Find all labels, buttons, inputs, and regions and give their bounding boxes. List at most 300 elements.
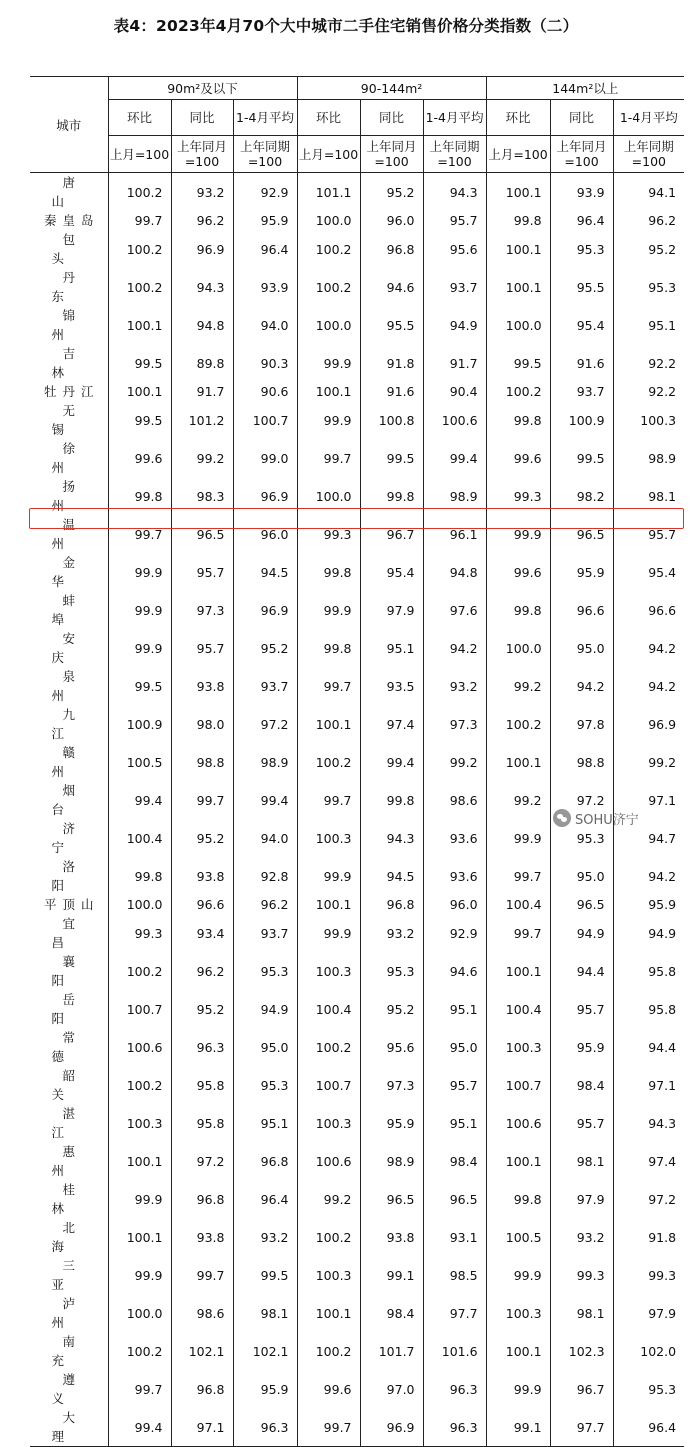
index-value: 91.6 (360, 382, 423, 401)
index-value: 96.3 (423, 1408, 486, 1447)
index-value: 100.2 (297, 743, 360, 781)
city-name: 温州 (51, 517, 97, 552)
table-row (30, 401, 684, 439)
header-row-bases (30, 136, 684, 173)
index-value: 98.9 (423, 477, 486, 515)
index-value: 100.1 (486, 1142, 550, 1180)
index-value: 100.0 (486, 306, 550, 344)
index-value: 95.8 (171, 1066, 233, 1104)
index-value: 96.7 (360, 515, 423, 553)
city-name: 牡丹江 (43, 384, 100, 400)
index-value: 94.2 (613, 857, 684, 895)
index-value: 99.9 (108, 591, 171, 629)
index-value: 96.9 (171, 230, 233, 268)
index-value: 99.7 (297, 667, 360, 705)
index-value: 95.7 (550, 990, 613, 1028)
index-value: 98.1 (550, 1142, 613, 1180)
metric-header: 环比 (108, 100, 171, 136)
city-name: 秦皇岛 (43, 213, 100, 229)
base-header: 上年同月=100 (171, 136, 233, 173)
index-value: 99.8 (297, 629, 360, 667)
index-value: 94.3 (423, 173, 486, 212)
city-name: 赣州 (51, 745, 97, 780)
index-value: 100.0 (297, 211, 360, 230)
index-value: 94.5 (360, 857, 423, 895)
city-name: 烟台 (51, 783, 97, 818)
index-value: 96.9 (233, 477, 297, 515)
index-value: 99.9 (486, 1256, 550, 1294)
metric-header: 1-4月平均 (613, 100, 684, 136)
base-header: 上月=100 (108, 136, 171, 173)
index-value: 94.3 (613, 1104, 684, 1142)
wechat-icon (553, 809, 571, 827)
index-value: 100.0 (486, 629, 550, 667)
index-value: 95.7 (550, 1104, 613, 1142)
index-value: 99.8 (297, 553, 360, 591)
index-value: 95.2 (171, 819, 233, 857)
index-value: 99.9 (486, 1370, 550, 1408)
index-value: 99.2 (486, 667, 550, 705)
index-value: 95.9 (613, 895, 684, 914)
index-value: 95.3 (613, 268, 684, 306)
index-value: 100.2 (108, 1066, 171, 1104)
index-value: 96.8 (171, 1370, 233, 1408)
index-value: 100.3 (297, 819, 360, 857)
index-value: 99.8 (360, 781, 423, 819)
index-value: 100.2 (297, 230, 360, 268)
index-value: 99.3 (297, 515, 360, 553)
index-value: 99.4 (360, 743, 423, 781)
index-value: 95.9 (233, 211, 297, 230)
city-header: 城市 (30, 77, 108, 173)
index-value: 100.0 (108, 1294, 171, 1332)
index-value: 95.2 (171, 990, 233, 1028)
city-name: 遵义 (51, 1372, 97, 1407)
city-name: 徐州 (51, 441, 97, 476)
index-value: 100.6 (108, 1028, 171, 1066)
index-value: 99.5 (233, 1256, 297, 1294)
table-row (30, 306, 684, 344)
index-value: 102.3 (550, 1332, 613, 1370)
index-value: 96.8 (360, 895, 423, 914)
index-value: 95.1 (360, 629, 423, 667)
city-name: 桂林 (51, 1182, 97, 1217)
base-header: 上年同期=100 (233, 136, 297, 173)
index-value: 92.9 (423, 914, 486, 952)
index-value: 97.1 (613, 781, 684, 819)
index-value: 100.1 (297, 382, 360, 401)
index-value: 100.7 (108, 990, 171, 1028)
index-value: 99.8 (360, 477, 423, 515)
index-value: 96.4 (233, 1180, 297, 1218)
index-value: 96.2 (171, 211, 233, 230)
index-value: 100.3 (108, 1104, 171, 1142)
index-value: 91.8 (613, 1218, 684, 1256)
city-name: 锦州 (51, 308, 97, 343)
index-value: 99.7 (297, 1408, 360, 1447)
index-value: 98.4 (550, 1066, 613, 1104)
table-row (30, 1028, 684, 1066)
index-value: 98.8 (550, 743, 613, 781)
index-value: 95.6 (360, 1028, 423, 1066)
table-row (30, 1104, 684, 1142)
index-value: 96.1 (423, 515, 486, 553)
index-value: 98.8 (171, 743, 233, 781)
index-value: 100.2 (297, 1028, 360, 1066)
index-value: 90.6 (233, 382, 297, 401)
group-header-medium: 90-144m² (297, 77, 486, 100)
index-value: 99.9 (108, 553, 171, 591)
price-index-table (30, 76, 684, 1447)
index-value: 100.7 (297, 1066, 360, 1104)
index-value: 93.1 (423, 1218, 486, 1256)
index-value: 98.1 (233, 1294, 297, 1332)
city-name: 吉林 (51, 346, 97, 381)
table-row (30, 1142, 684, 1180)
index-value: 99.8 (486, 591, 550, 629)
table-row (30, 211, 684, 230)
wechat-watermark (553, 806, 639, 830)
watermark-text: SOHU济宁 (575, 812, 639, 828)
index-value: 99.5 (550, 439, 613, 477)
index-value: 97.9 (550, 1180, 613, 1218)
index-value: 96.3 (233, 1408, 297, 1447)
index-value: 93.9 (233, 268, 297, 306)
index-value: 95.7 (171, 629, 233, 667)
index-value: 99.4 (233, 781, 297, 819)
index-value: 98.2 (550, 477, 613, 515)
index-value: 100.6 (423, 401, 486, 439)
index-value: 94.3 (360, 819, 423, 857)
index-value: 99.9 (108, 629, 171, 667)
city-name: 无锡 (51, 403, 97, 438)
index-value: 96.8 (360, 230, 423, 268)
index-value: 100.2 (108, 230, 171, 268)
index-value: 99.7 (297, 439, 360, 477)
header-row-metrics (30, 100, 684, 136)
metric-header: 1-4月平均 (423, 100, 486, 136)
index-value: 100.1 (108, 1142, 171, 1180)
index-value: 98.4 (423, 1142, 486, 1180)
index-value: 91.7 (423, 344, 486, 382)
city-name: 大理 (30, 1408, 108, 1447)
city-name: 宜昌 (51, 916, 97, 951)
index-value: 100.0 (297, 477, 360, 515)
index-value: 94.2 (423, 629, 486, 667)
index-value: 93.2 (171, 173, 233, 212)
index-value: 95.7 (613, 515, 684, 553)
index-value: 95.1 (613, 306, 684, 344)
index-value: 97.7 (423, 1294, 486, 1332)
index-value: 96.3 (423, 1370, 486, 1408)
index-value: 95.1 (423, 990, 486, 1028)
index-value: 95.0 (233, 1028, 297, 1066)
index-value: 95.3 (613, 1370, 684, 1408)
index-value: 100.4 (108, 819, 171, 857)
index-value: 93.8 (171, 1218, 233, 1256)
index-value: 98.1 (550, 1294, 613, 1332)
table-row (30, 268, 684, 306)
index-value: 99.7 (297, 781, 360, 819)
index-value: 94.3 (171, 268, 233, 306)
table-row (30, 1332, 684, 1370)
index-value: 93.7 (233, 914, 297, 952)
index-value: 96.5 (360, 1180, 423, 1218)
index-value: 100.2 (297, 268, 360, 306)
table-row (30, 1408, 684, 1447)
index-value: 94.9 (233, 990, 297, 1028)
index-value: 95.3 (360, 952, 423, 990)
index-value: 100.8 (360, 401, 423, 439)
index-value: 99.4 (423, 439, 486, 477)
index-value: 99.8 (108, 857, 171, 895)
index-value: 99.3 (550, 1256, 613, 1294)
index-value: 99.2 (297, 1180, 360, 1218)
index-value: 100.1 (486, 268, 550, 306)
index-value: 98.6 (171, 1294, 233, 1332)
city-name: 韶关 (51, 1068, 97, 1103)
index-value: 96.7 (550, 1370, 613, 1408)
index-value: 97.4 (360, 705, 423, 743)
index-value: 100.4 (297, 990, 360, 1028)
index-value: 94.9 (423, 306, 486, 344)
index-value: 95.0 (550, 629, 613, 667)
metric-header: 环比 (297, 100, 360, 136)
index-value: 95.9 (550, 553, 613, 591)
index-value: 92.2 (613, 344, 684, 382)
index-value: 98.9 (233, 743, 297, 781)
index-value: 97.0 (360, 1370, 423, 1408)
index-value: 95.1 (423, 1104, 486, 1142)
index-value: 100.7 (233, 401, 297, 439)
index-value: 98.3 (171, 477, 233, 515)
index-value: 96.4 (613, 1408, 684, 1447)
index-value: 100.6 (486, 1104, 550, 1142)
table-row (30, 743, 684, 781)
index-value: 99.1 (360, 1256, 423, 1294)
index-value: 101.7 (360, 1332, 423, 1370)
index-value: 100.1 (108, 306, 171, 344)
index-value: 93.2 (360, 914, 423, 952)
index-value: 94.8 (423, 553, 486, 591)
index-value: 100.3 (486, 1028, 550, 1066)
index-value: 95.8 (613, 990, 684, 1028)
index-value: 94.1 (613, 173, 684, 212)
index-value: 94.8 (171, 306, 233, 344)
index-value: 91.6 (550, 344, 613, 382)
index-value: 93.9 (550, 173, 613, 212)
city-name: 三亚 (51, 1258, 97, 1293)
table-row (30, 515, 684, 553)
index-value: 94.2 (613, 629, 684, 667)
table-row (30, 1180, 684, 1218)
index-value: 95.8 (613, 952, 684, 990)
index-value: 95.2 (613, 230, 684, 268)
city-name: 泸州 (51, 1296, 97, 1331)
index-value: 95.5 (360, 306, 423, 344)
index-value: 95.4 (550, 306, 613, 344)
index-value: 95.4 (360, 553, 423, 591)
index-value: 98.9 (613, 439, 684, 477)
index-value: 96.5 (550, 515, 613, 553)
index-value: 96.6 (171, 895, 233, 914)
index-value: 100.3 (297, 1256, 360, 1294)
table-row (30, 990, 684, 1028)
index-value: 102.1 (233, 1332, 297, 1370)
index-value: 94.4 (613, 1028, 684, 1066)
base-header: 上月=100 (297, 136, 360, 173)
index-value: 94.9 (550, 914, 613, 952)
index-value: 100.2 (108, 268, 171, 306)
index-value: 100.1 (486, 173, 550, 212)
index-value: 93.6 (423, 819, 486, 857)
index-value: 99.8 (486, 211, 550, 230)
table-row (30, 914, 684, 952)
index-value: 97.9 (360, 591, 423, 629)
index-value: 102.0 (613, 1332, 684, 1370)
index-value: 96.0 (233, 515, 297, 553)
index-value: 99.9 (297, 591, 360, 629)
index-value: 99.6 (297, 1370, 360, 1408)
index-value: 101.6 (423, 1332, 486, 1370)
table-row (30, 382, 684, 401)
city-name: 丹东 (51, 270, 97, 305)
index-value: 99.6 (486, 553, 550, 591)
index-value: 99.7 (171, 781, 233, 819)
table-row (30, 477, 684, 515)
index-value: 99.8 (486, 401, 550, 439)
index-value: 97.2 (613, 1180, 684, 1218)
index-value: 100.2 (297, 1332, 360, 1370)
index-value: 97.9 (613, 1294, 684, 1332)
index-value: 100.1 (486, 952, 550, 990)
index-value: 96.5 (550, 895, 613, 914)
index-value: 94.7 (613, 819, 684, 857)
index-value: 99.7 (108, 515, 171, 553)
table-row (30, 1294, 684, 1332)
index-value: 100.9 (550, 401, 613, 439)
index-value: 95.1 (233, 1104, 297, 1142)
index-value: 100.4 (486, 990, 550, 1028)
index-value: 97.7 (550, 1408, 613, 1447)
table-row (30, 1066, 684, 1104)
city-name: 岳阳 (51, 992, 97, 1027)
table-row (30, 344, 684, 382)
index-value: 99.2 (171, 439, 233, 477)
city-name: 南充 (51, 1334, 97, 1369)
index-value: 95.0 (550, 857, 613, 895)
table-row (30, 173, 684, 212)
index-value: 101.1 (297, 173, 360, 212)
city-name: 唐山 (51, 175, 97, 209)
index-value: 102.1 (171, 1332, 233, 1370)
index-value: 95.3 (233, 1066, 297, 1104)
index-value: 92.9 (233, 173, 297, 212)
index-value: 99.2 (486, 781, 550, 819)
index-value: 95.8 (171, 1104, 233, 1142)
index-value: 100.1 (297, 895, 360, 914)
index-value: 100.2 (108, 1332, 171, 1370)
index-value: 93.4 (171, 914, 233, 952)
header-row-groups (30, 77, 684, 100)
index-value: 100.3 (613, 401, 684, 439)
index-value: 94.2 (550, 667, 613, 705)
index-value: 93.7 (550, 382, 613, 401)
index-value: 93.2 (550, 1218, 613, 1256)
index-value: 96.4 (233, 230, 297, 268)
base-header: 上月=100 (486, 136, 550, 173)
table-row (30, 230, 684, 268)
index-value: 98.5 (423, 1256, 486, 1294)
index-value: 94.0 (233, 306, 297, 344)
index-value: 98.9 (360, 1142, 423, 1180)
index-value: 100.1 (486, 1332, 550, 1370)
index-value: 99.5 (360, 439, 423, 477)
metric-header: 1-4月平均 (233, 100, 297, 136)
index-value: 99.5 (108, 667, 171, 705)
table-row (30, 857, 684, 895)
index-value: 96.6 (550, 591, 613, 629)
index-value: 101.2 (171, 401, 233, 439)
index-value: 99.7 (108, 1370, 171, 1408)
table-row (30, 952, 684, 990)
city-name: 蚌埠 (51, 593, 97, 628)
index-value: 95.6 (423, 230, 486, 268)
index-value: 100.4 (486, 895, 550, 914)
index-value: 96.2 (233, 895, 297, 914)
index-value: 100.7 (486, 1066, 550, 1104)
index-value: 99.5 (108, 344, 171, 382)
index-value: 94.5 (233, 553, 297, 591)
index-value: 94.6 (360, 268, 423, 306)
index-value: 95.3 (550, 230, 613, 268)
index-value: 97.1 (171, 1408, 233, 1447)
group-header-small: 90m²及以下 (108, 77, 297, 100)
index-value: 95.7 (171, 553, 233, 591)
index-value: 99.8 (486, 1180, 550, 1218)
index-value: 96.2 (613, 211, 684, 230)
index-value: 90.4 (423, 382, 486, 401)
index-value: 97.2 (233, 705, 297, 743)
index-value: 95.2 (233, 629, 297, 667)
index-value: 100.1 (108, 1218, 171, 1256)
index-value: 100.0 (297, 306, 360, 344)
index-value: 93.8 (171, 857, 233, 895)
city-name: 泉州 (51, 669, 97, 704)
table-row (30, 439, 684, 477)
index-value: 93.8 (171, 667, 233, 705)
index-value: 99.9 (297, 401, 360, 439)
index-value: 97.8 (550, 705, 613, 743)
index-value: 93.2 (233, 1218, 297, 1256)
index-value: 100.1 (297, 705, 360, 743)
index-value: 92.8 (233, 857, 297, 895)
base-header: 上年同期=100 (423, 136, 486, 173)
index-value: 100.2 (297, 1218, 360, 1256)
index-value: 97.1 (613, 1066, 684, 1104)
index-value: 95.4 (613, 553, 684, 591)
index-value: 96.8 (171, 1180, 233, 1218)
index-value: 99.3 (486, 477, 550, 515)
city-name: 平顶山 (43, 897, 100, 913)
index-value: 96.3 (171, 1028, 233, 1066)
index-value: 97.6 (423, 591, 486, 629)
index-value: 95.9 (233, 1370, 297, 1408)
index-value: 99.9 (108, 1256, 171, 1294)
index-value: 93.5 (360, 667, 423, 705)
city-name: 湛江 (51, 1106, 97, 1141)
index-value: 100.1 (297, 1294, 360, 1332)
